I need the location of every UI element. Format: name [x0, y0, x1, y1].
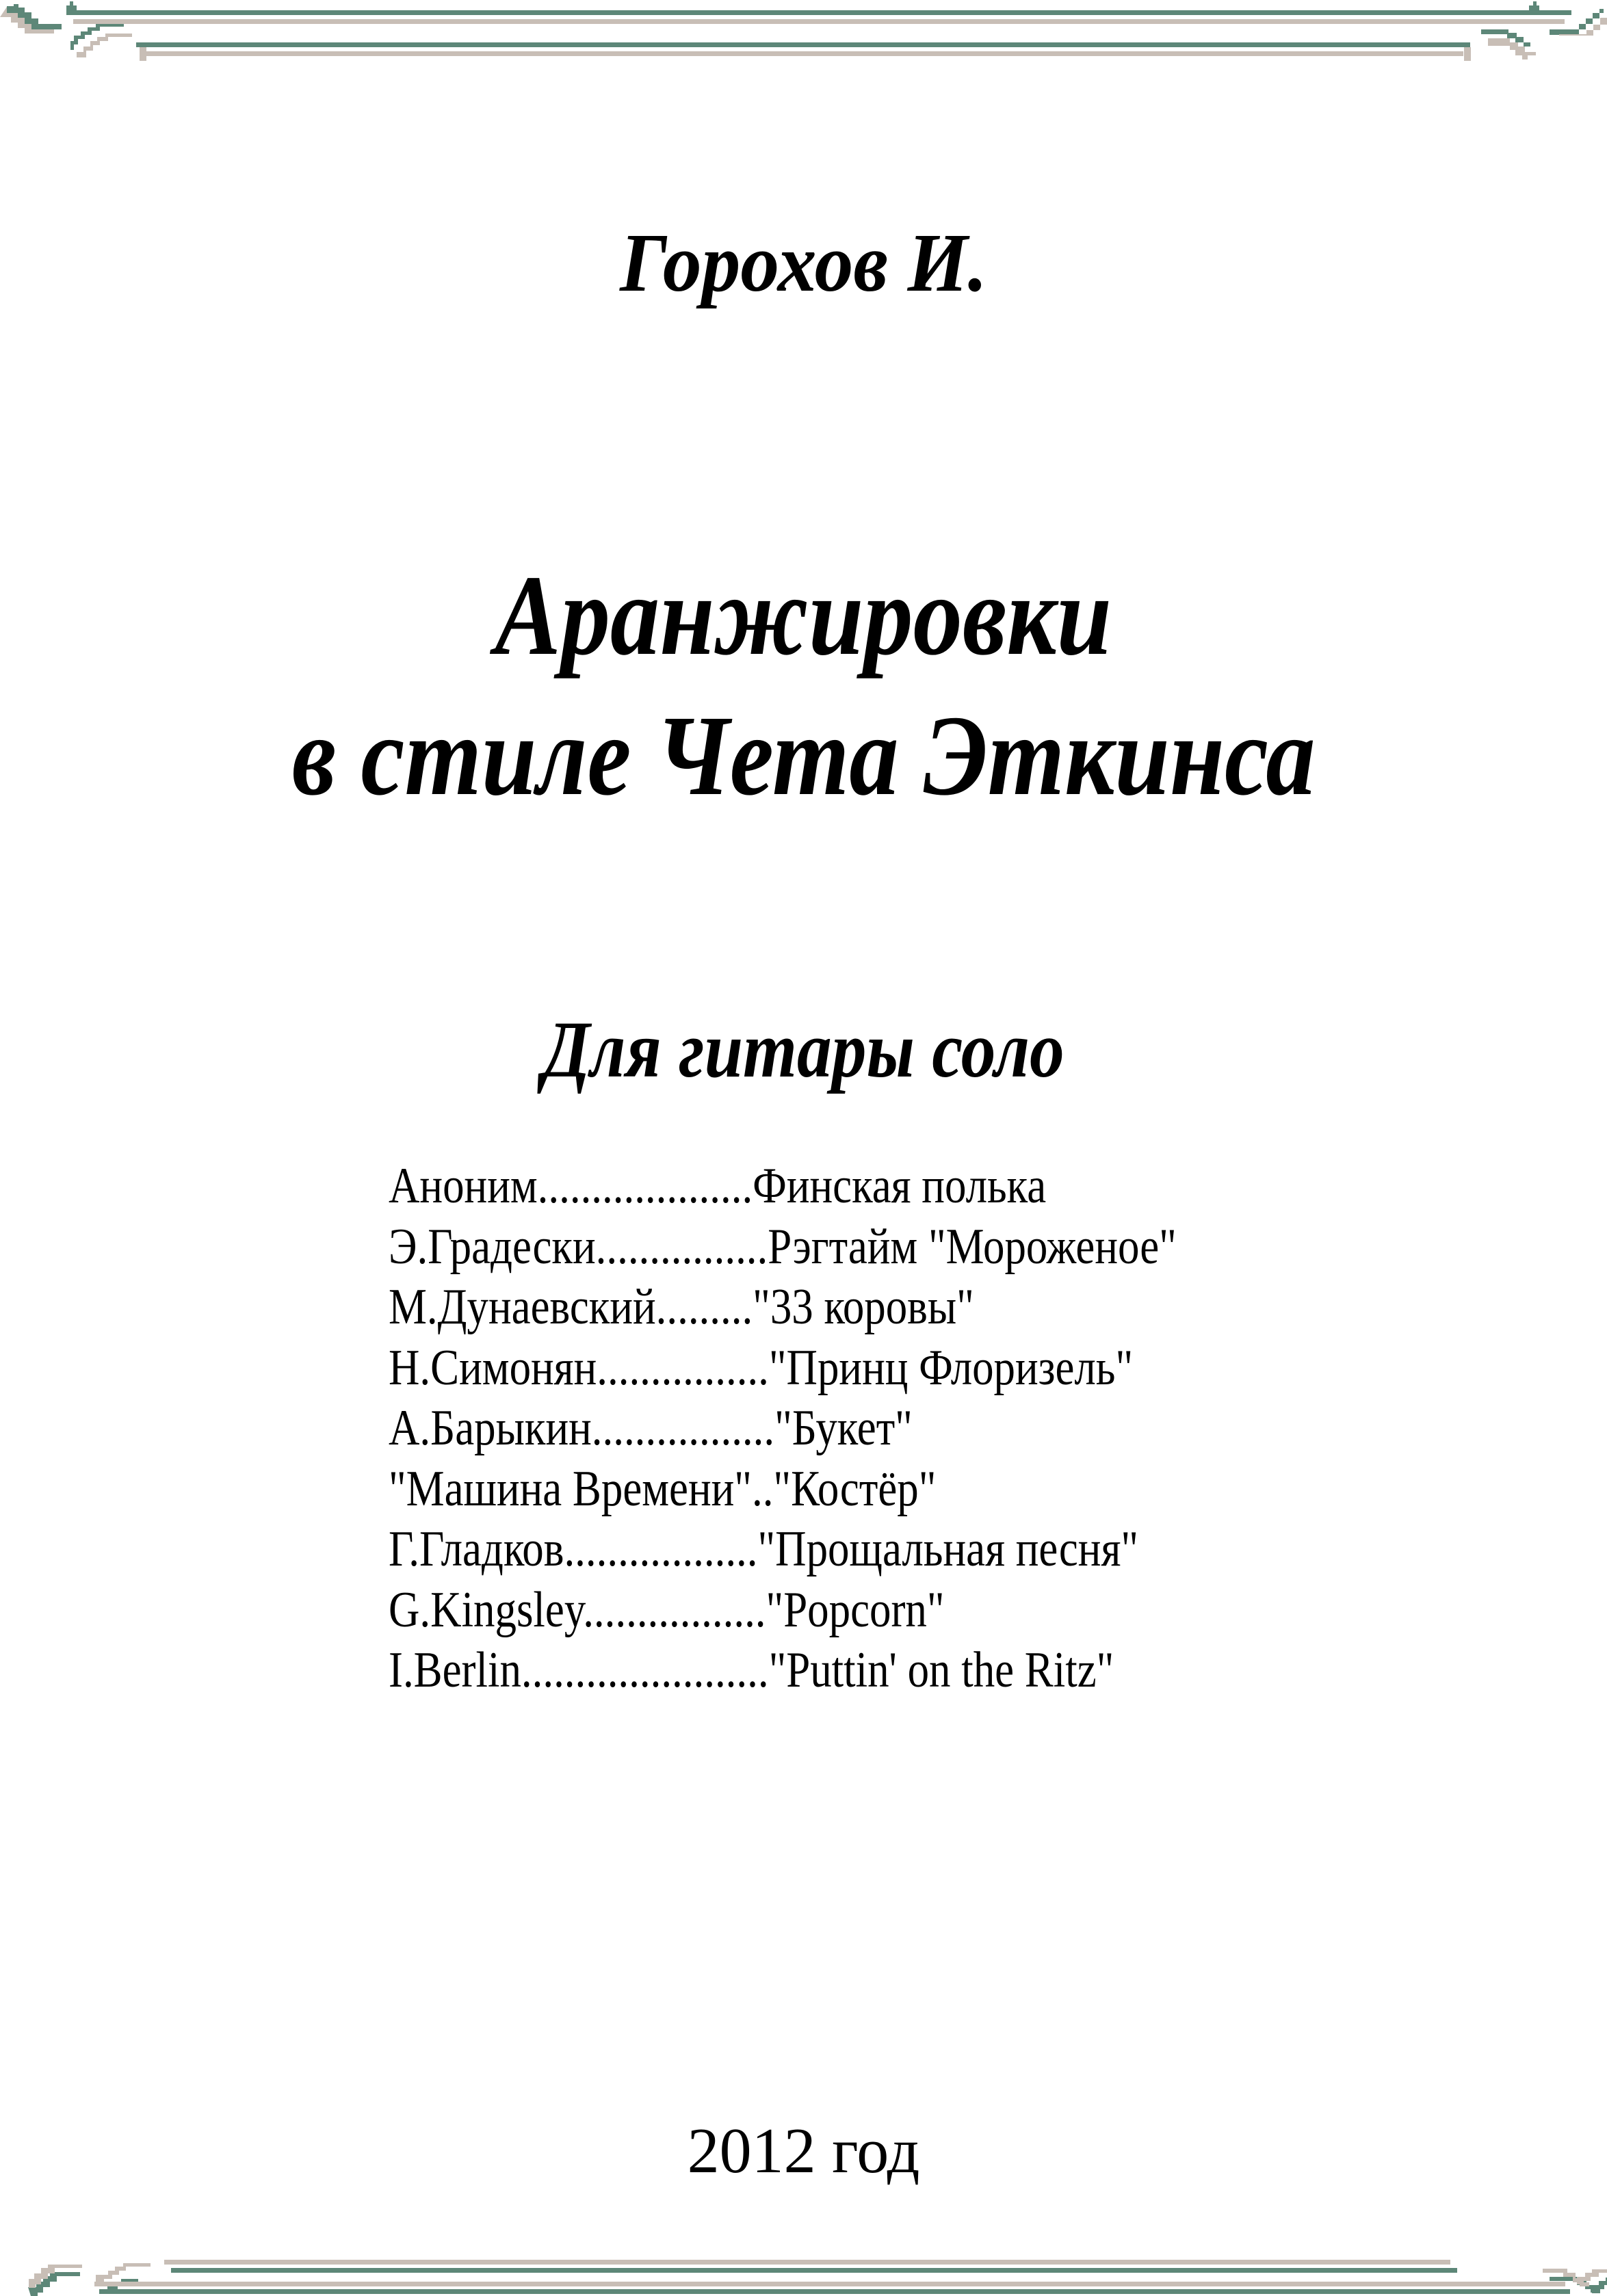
toc-leader: ..: [751, 1460, 774, 1517]
toc-leader: ....................: [537, 1158, 753, 1214]
toc-composer: G.Kingsley: [389, 1581, 584, 1638]
toc-leader: .........: [655, 1279, 753, 1335]
toc-leader: .................: [583, 1581, 766, 1638]
toc-composer: А.Барыкин: [389, 1400, 592, 1456]
bottom-ornamental-border: [0, 2221, 1607, 2296]
toc-entry: [389, 1217, 1177, 1278]
toc-leader: ................: [595, 1218, 768, 1275]
toc-entry: [389, 1398, 1177, 1459]
toc-leader: ..................: [564, 1521, 758, 1577]
toc-entry: [389, 1519, 1177, 1580]
toc-piece: "Букет": [774, 1400, 913, 1456]
table-of-contents: [389, 1156, 1316, 1701]
toc-leader: .................: [591, 1400, 775, 1456]
top-right-flourish-icon: [1481, 9, 1607, 60]
toc-entry: [389, 1156, 1177, 1217]
toc-entry: [389, 1459, 1177, 1520]
toc-composer: Аноним: [389, 1158, 538, 1214]
toc-leader: .......................: [521, 1642, 769, 1698]
toc-leader: ................: [597, 1339, 769, 1396]
toc-composer: Г.Гладков: [389, 1521, 564, 1577]
toc-entry: [389, 1580, 1177, 1641]
toc-composer: I.Berlin: [389, 1642, 521, 1698]
title-line-1: Аранжировки: [495, 552, 1112, 679]
toc-entry: [389, 1338, 1177, 1399]
toc-piece: Рэгтайм "Мороженое": [768, 1218, 1177, 1275]
toc-piece: Финская полька: [753, 1158, 1047, 1214]
top-ornamental-border: [0, 0, 1607, 75]
title-line-2: в стиле Чета Эткинса: [291, 692, 1316, 819]
toc-composer: "Машина Времени": [389, 1460, 752, 1517]
toc-entry: [389, 1640, 1177, 1701]
subtitle: Для гитары соло: [543, 1005, 1064, 1094]
toc-piece: "Принц Флоризель": [768, 1339, 1134, 1396]
publication-year: 2012 год: [687, 2115, 920, 2187]
toc-entry: [389, 1277, 1177, 1338]
toc-piece: "Прощальная песня": [757, 1521, 1139, 1577]
toc-piece: "Puttin' on the Ritz": [768, 1642, 1114, 1698]
toc-composer: Н.Симонян: [389, 1339, 597, 1396]
toc-piece: "Popcorn": [766, 1581, 945, 1638]
toc-composer: М.Дунаевский: [389, 1279, 656, 1335]
toc-composer: Э.Градески: [389, 1218, 596, 1275]
toc-piece: "33 коровы": [753, 1279, 974, 1335]
toc-piece: "Костёр": [773, 1460, 937, 1517]
author-name: Горохов И.: [620, 217, 987, 309]
